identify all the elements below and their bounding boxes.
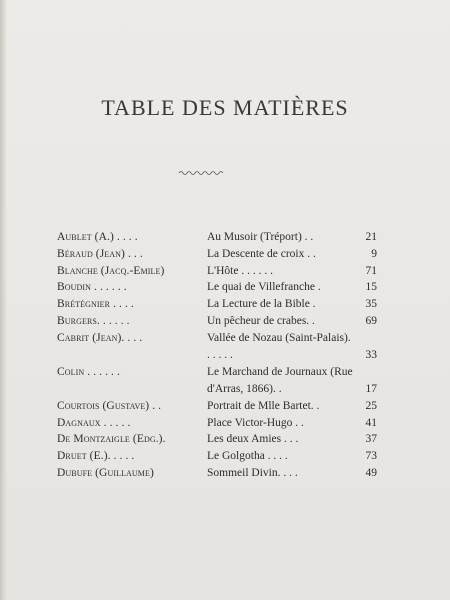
toc-entry bbox=[57, 465, 377, 482]
page-binding-edge bbox=[0, 0, 7, 600]
toc-entry bbox=[57, 415, 377, 432]
toc-work: Vallée de Nozau (Saint-Palais). . . . . . bbox=[207, 331, 351, 361]
toc-page-number: 37 bbox=[365, 433, 377, 446]
toc-entry bbox=[57, 364, 377, 398]
toc-work: Sommeil Divin. . . . bbox=[207, 466, 298, 479]
toc-entry bbox=[57, 229, 377, 246]
toc-work: Les deux Amies . . . bbox=[207, 433, 299, 446]
toc-author: Druet (E.). . . . . bbox=[57, 450, 135, 463]
toc-page-number: 33 bbox=[365, 348, 377, 361]
toc-work: Au Musoir (Tréport) . . bbox=[207, 231, 314, 243]
toc-page-number: 9 bbox=[371, 247, 377, 260]
toc-author: Blanche (Jacq.-Emile) bbox=[57, 264, 165, 277]
toc-page-number: 17 bbox=[365, 382, 377, 395]
toc-work: La Lecture de la Bible . bbox=[207, 298, 316, 311]
toc-work: Un pêcheur de crabes. . bbox=[207, 314, 315, 327]
toc-entry bbox=[57, 279, 377, 296]
toc-work: Portrait de Mlle Bartet. . bbox=[207, 399, 320, 412]
toc-work: Le Golgotha . . . . bbox=[207, 450, 288, 463]
toc-page-number: 73 bbox=[365, 450, 377, 463]
toc-work: Place Victor-Hugo . . bbox=[207, 416, 304, 429]
toc-entry bbox=[57, 296, 377, 313]
toc-page-number: 21 bbox=[365, 231, 377, 243]
toc-page-number: 15 bbox=[365, 281, 377, 294]
toc-entry bbox=[57, 398, 377, 415]
toc-author: Courtois (Gustave) . . bbox=[57, 399, 162, 412]
toc-author: Dubufe (Guillaume) bbox=[57, 466, 154, 479]
toc-entry bbox=[57, 246, 377, 263]
toc-entry bbox=[57, 431, 377, 448]
toc-author: Dagnaux . . . . . bbox=[57, 416, 131, 429]
toc-work: Le quai de Villefranche . bbox=[207, 281, 321, 294]
toc-page-number: 25 bbox=[365, 399, 377, 412]
toc-author: Boudin . . . . . . bbox=[57, 281, 127, 294]
toc-page-number: 49 bbox=[365, 466, 377, 479]
toc-entry bbox=[57, 330, 377, 364]
toc-entry bbox=[57, 313, 377, 330]
toc-author: Béraud (Jean) . . . bbox=[57, 247, 143, 260]
toc-page-number: 71 bbox=[365, 264, 377, 277]
toc-author: De Montzaigle (Edg.). bbox=[57, 433, 166, 446]
toc-entry bbox=[57, 448, 377, 465]
toc-author: Brétégnier . . . . bbox=[57, 298, 134, 311]
toc-entry bbox=[57, 263, 377, 280]
toc-page-number: 69 bbox=[365, 314, 377, 327]
toc-work: La Descente de croix . . bbox=[207, 247, 316, 260]
ornament-flourish-icon bbox=[178, 168, 224, 176]
toc-page-number: 41 bbox=[365, 416, 377, 429]
page-title: TABLE DES MATIÈRES bbox=[101, 95, 349, 120]
toc-author: Burgers. . . . . . bbox=[57, 314, 130, 327]
toc-work: Le Marchand de Journaux (Rue d'Arras, 1866). . bbox=[207, 365, 353, 395]
toc-work: L'Hôte . . . . . . bbox=[207, 264, 273, 277]
toc-author: Colin . . . . . . bbox=[57, 365, 120, 378]
table-of-contents bbox=[57, 229, 377, 482]
toc-author: Cabrit (Jean). . . . bbox=[57, 331, 143, 344]
toc-author: Aublet (A.) . . . . bbox=[57, 231, 138, 243]
toc-page-number: 35 bbox=[365, 298, 377, 311]
